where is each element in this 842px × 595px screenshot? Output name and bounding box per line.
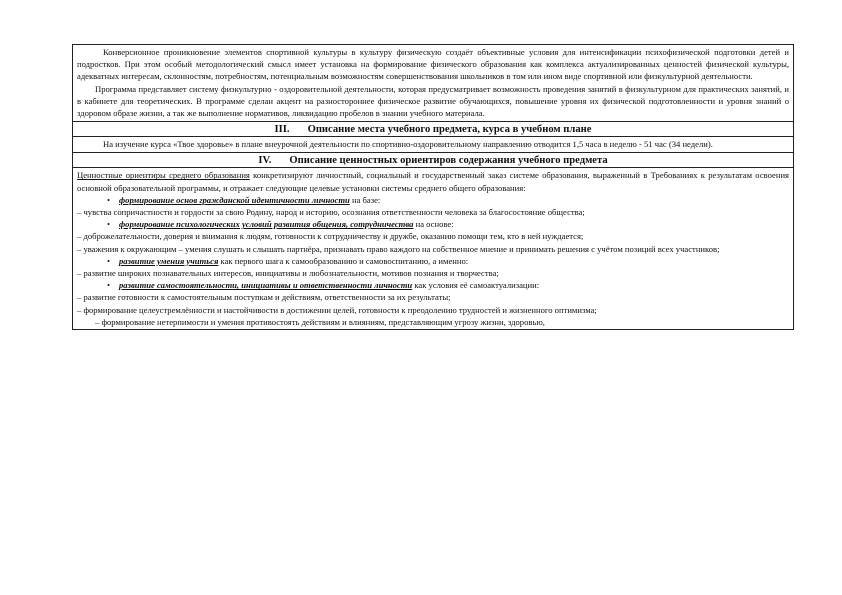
section4-lead-rest: конкретизируют личностный, социальный и государственный заказ системе образования, выраженный в Требованиях к результатам освоения основной образовательной программы, и отражает следующие целевые установки системы среднего общего образования: bbox=[77, 170, 789, 193]
intro-cell bbox=[73, 45, 794, 122]
section4-header-row bbox=[73, 153, 794, 168]
list-line-2: – доброжелательности, доверия и внимания к людям, готовности к сотрудничеству и дружбе, оказанию помощи тем, кто в ней нуждается; bbox=[77, 231, 584, 242]
bullet-label-4: развитие самостоятельности, инициативы и ответственности личности bbox=[119, 280, 413, 291]
list-line-5: – развитие готовности к самостоятельным поступкам и действиям, ответственности за их результаты; bbox=[77, 292, 451, 303]
list-line-3: – уважения к окружающим – умения слушать и слышать партнёра, признавать право каждого на собственное мнение и принимать решения с учётом позиций всех участников; bbox=[77, 243, 720, 254]
section4-body bbox=[73, 168, 794, 329]
bullet-item-4 bbox=[77, 279, 789, 291]
bullet-tail-3: как первого шага к самообразованию и самовоспитанию, а именно: bbox=[218, 255, 469, 266]
section3-title: Описание места учебного предмета, курса в учебном плане bbox=[307, 124, 592, 136]
section4-header bbox=[73, 153, 794, 168]
section4-body-row bbox=[73, 168, 794, 329]
section3-number: III. bbox=[274, 124, 290, 136]
section4-title: Описание ценностных ориентиров содержания учебного предмета bbox=[289, 155, 608, 167]
document-page bbox=[72, 44, 794, 330]
list-line-6: – формирование целеустремлённости и настойчивости в достижении целей, готовности к преодолению трудностей и жизненного оптимизма; bbox=[77, 304, 597, 315]
content-table bbox=[72, 44, 794, 330]
list-line-1: – чувства сопричастности и гордости за свою Родину, народ и историю, осознания ответственности человека за благосостояние общества; bbox=[77, 207, 585, 218]
bullet-item-3 bbox=[77, 255, 789, 267]
bullet-label-2: формирование психологических условий развития общения, сотрудничества bbox=[119, 219, 414, 230]
bullet-item-1 bbox=[77, 194, 789, 206]
intro-row bbox=[73, 45, 794, 122]
section3-body bbox=[73, 137, 794, 153]
section3-header bbox=[73, 122, 794, 137]
bullet-icon: • bbox=[107, 219, 111, 230]
bullet-tail-2: на основе: bbox=[413, 219, 454, 230]
section4-lead-underlined: Ценностные ориентиры среднего образования bbox=[77, 170, 250, 181]
bullet-tail-4: как условия её самоактуализации: bbox=[412, 280, 540, 291]
section3-body-row bbox=[73, 137, 794, 153]
bullet-tail-1: на базе: bbox=[349, 194, 381, 205]
bullet-label-1: формирование основ гражданской идентичности личности bbox=[119, 194, 350, 205]
bullet-icon: • bbox=[107, 280, 111, 291]
bullet-label-3: развитие умения учиться bbox=[119, 255, 219, 266]
bullet-icon: • bbox=[107, 194, 111, 205]
section4-lead bbox=[77, 169, 789, 193]
list-line-4: – развитие широких познавательных интересов, инициативы и любознательности, мотивов познания и творчества; bbox=[77, 268, 499, 279]
list-line-7: – формирование нетерпимости и умения противостоять действиям и влияниям, представляющим угрозу жизни, здоровью, bbox=[95, 316, 545, 327]
section3-header-row bbox=[73, 122, 794, 137]
intro-paragraph-2: Программа представляет систему физкультурно - оздоровительной деятельности, которая предусматривает возможность проведения занятий в физкультурном для практических занятий, и в кабинете для теоретических. В программе сделан акцент на разностороннее физическое развитие обучающихся, повышение уровня их физической подготовленности и уровня знаний о здоровом образе жизни, а так же выполнение нормативов, ликвидацию пробелов в знании учебного материала. bbox=[77, 83, 789, 119]
section3-text: На изучение курса «Твое здоровье» в плане внеурочной деятельности по спортивно-оздоровительному направлению отводится 1,5 часа в неделю - 51 час (34 недели). bbox=[103, 139, 713, 150]
bullet-icon: • bbox=[107, 255, 111, 266]
intro-paragraph-1: Конверсионное проникновение элементов спортивной культуры в культуру физическую создаёт объективные условия для интенсификации психофизической подготовки детей и подростков. При этом особый методологический смысл имеет установка на формирование физического образования как комплекса актуализированных ценностей физической культуры, адекватных интересам, склонностям, потребностям, потенциальным возможностям совершенствования школьников в том или ином виде спортивной или физкультурной деятельности. bbox=[77, 47, 789, 82]
section4-number: IV. bbox=[258, 155, 272, 167]
bullet-item-2 bbox=[77, 218, 789, 230]
